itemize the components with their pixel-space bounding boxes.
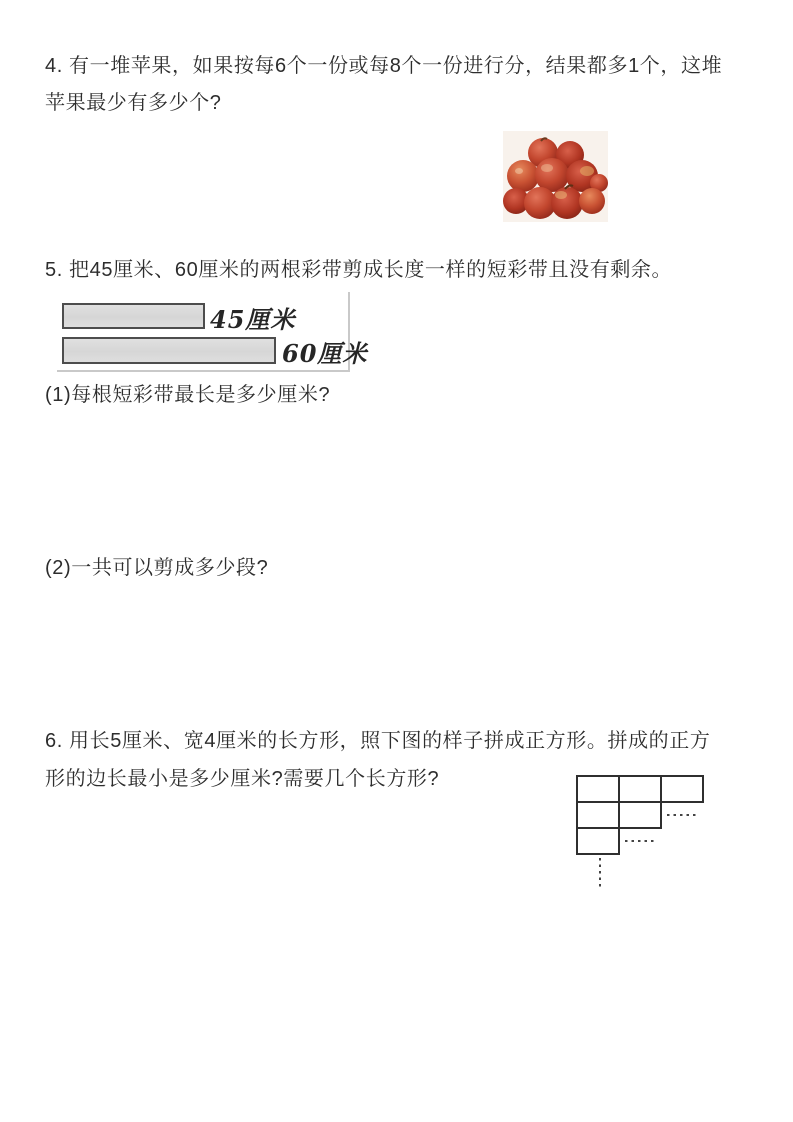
question-5-sub-2: (2)一共可以剪成多少段? bbox=[45, 557, 269, 579]
rectangle-tiling-diagram bbox=[575, 774, 710, 892]
question-6-line-1: 6. 用长5厘米、宽4厘米的长方形，照下图的样子拼成正方形。拼成的正方 bbox=[45, 730, 711, 752]
question-5-sub-1: (1)每根短彩带最长是多少厘米? bbox=[45, 384, 331, 406]
question-5-text: 5. 把45厘米、60厘米的两根彩带剪成长度一样的短彩带且没有剩余。 bbox=[45, 259, 673, 281]
ribbon-45cm-bar bbox=[62, 303, 205, 329]
ribbon-figure-border-bottom bbox=[57, 370, 350, 372]
ribbon-45cm-label: 45厘米 bbox=[210, 305, 296, 334]
question-6-line-2: 形的边长最小是多少厘米?需要几个长方形? bbox=[45, 768, 440, 790]
apple-pile-photo bbox=[503, 131, 608, 222]
ribbon-60cm-bar bbox=[62, 337, 276, 364]
question-4-line-2: 苹果最少有多少个? bbox=[45, 92, 222, 114]
apple-pile-image bbox=[503, 131, 608, 222]
ribbon-60cm-label: 60厘米 bbox=[282, 339, 368, 368]
rectangle-tiling-image bbox=[575, 774, 710, 892]
question-4-line-1: 4. 有一堆苹果，如果按每6个一份或每8个一份进行分，结果都多1个，这堆 bbox=[45, 55, 723, 77]
